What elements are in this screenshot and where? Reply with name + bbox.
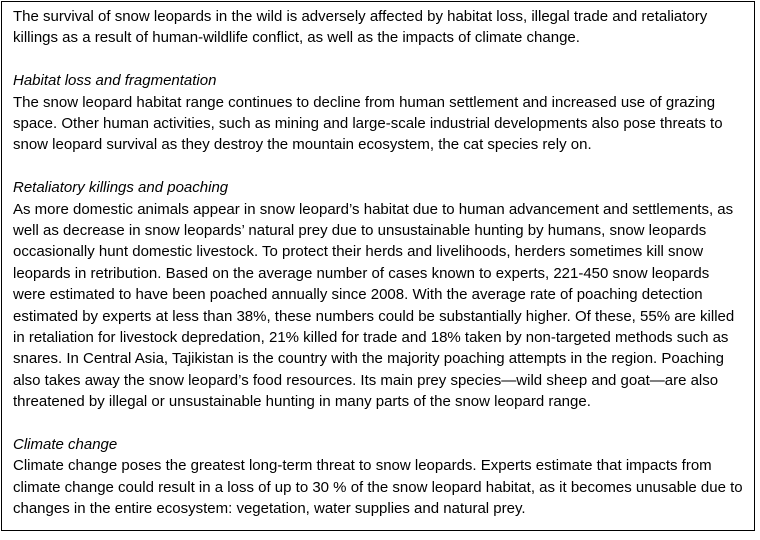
section-body-habitat: The snow leopard habitat range continues to decline from human settlement and increased use of grazing space. Other human activities, such as mining and large-scale industrial developments also pose threats to snow leopard survival as they destroy the mountain ecosystem, the cat species rely on. — [13, 93, 723, 154]
paragraph-gap — [13, 413, 744, 434]
paragraph-gap — [13, 49, 744, 70]
section-body-poaching: As more domestic animals appear in snow leopard’s habitat due to human advancement and settlements, as well as decrease in snow leopards’ natural prey due to unsustainable hunting by humans, snow leopards occasionally hunt domestic livestock. To protect their herds and livelihoods, herders sometimes kill snow leopards in retribution. Based on the average number of cases known to experts, 221-450 snow leopards were estimated to have been poached annually since 2008. With the average rate of poaching detection estimated by experts at less than 38%, these numbers could be substantially higher. Of these, 55% are killed in retaliation for livestock depredation, 21% killed for trade and 18% taken by non-targeted methods such as snares. In Central Asia, Tajikistan is the country with the majority poaching attempts in the region. Poaching also takes away the snow leopard’s food resources. Its main prey species—wild sheep and goat—are also threatened by illegal or unsustainable hunting in many parts of the snow leopard range. — [13, 200, 735, 411]
paragraph-gap — [13, 156, 744, 177]
intro-paragraph: The survival of snow leopards in the wild is adversely affected by habitat loss, illegal trade and retaliatory killings as a result of human-wildlife conflict, as well as the impacts of climate change. — [13, 8, 708, 47]
document-frame — [1, 1, 755, 531]
section-body-climate: Climate change poses the greatest long-term threat to snow leopards. Experts estimate that impacts from climate change could result in a loss of up to 30 % of the snow leopard habitat, as it becomes unusable due to changes in the entire ecosystem: vegetation, water supplies and natural prey. — [13, 457, 743, 518]
section-heading-habitat: Habitat loss and fragmentation — [13, 72, 217, 90]
section-heading-climate: Climate change — [13, 436, 118, 454]
section-heading-poaching: Retaliatory killings and poaching — [13, 179, 229, 197]
